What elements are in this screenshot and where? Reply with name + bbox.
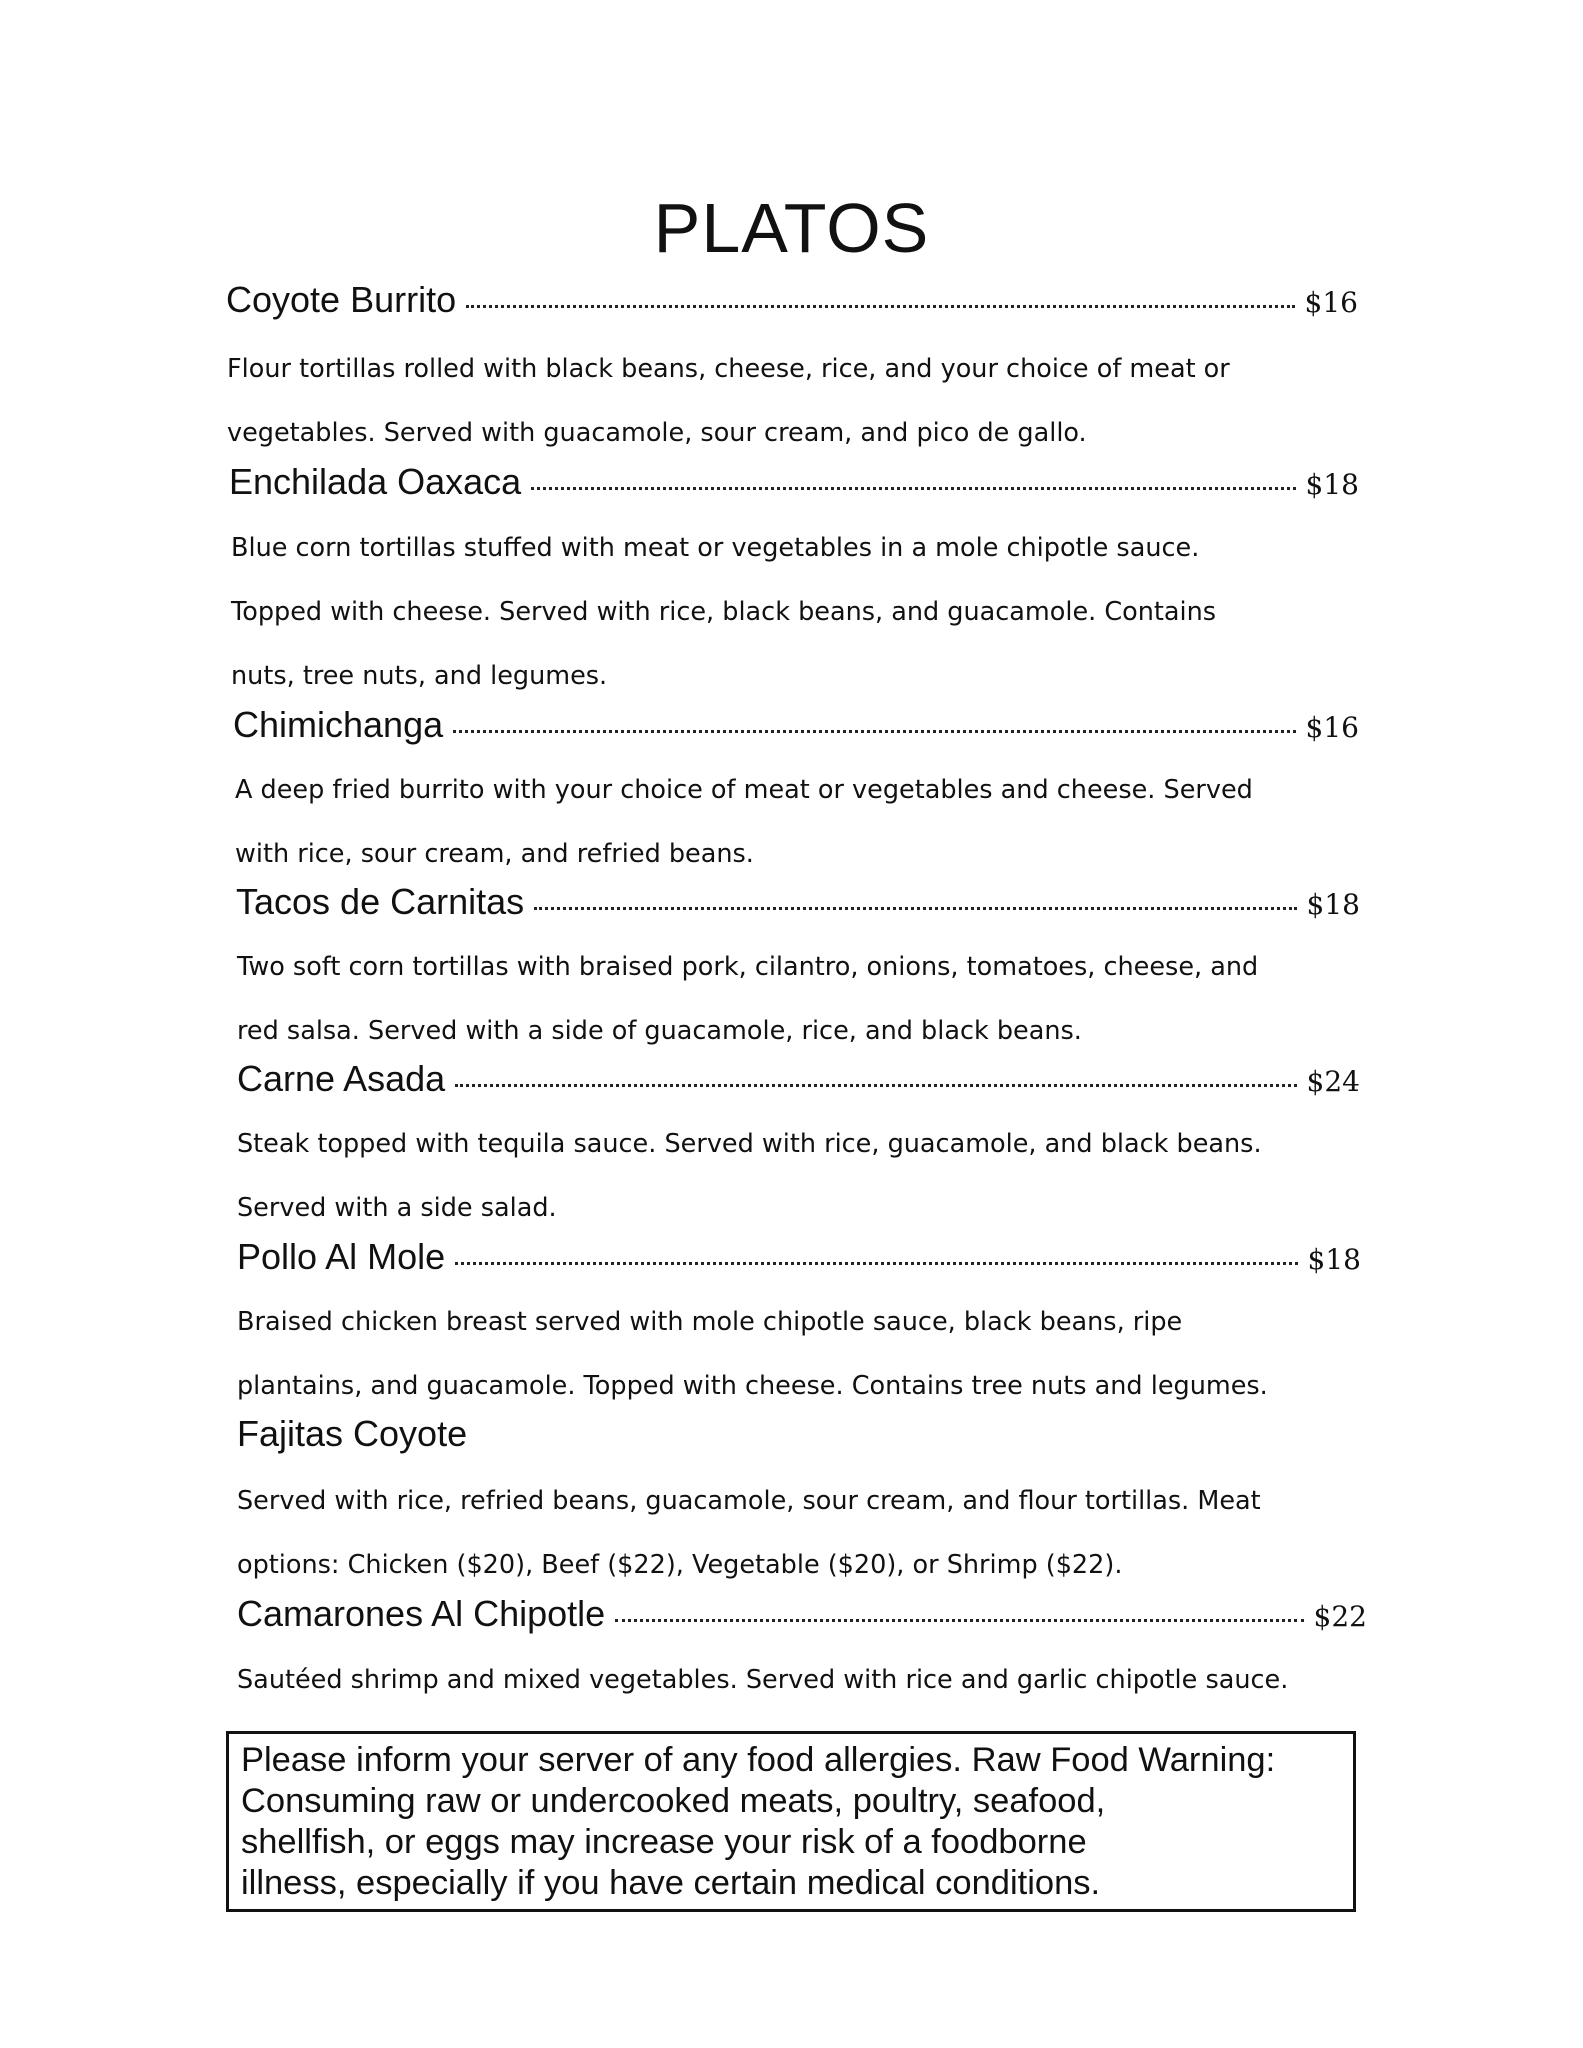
menu-item-header [237,1235,1361,1283]
menu-item-description-line: Braised chicken breast served with mole chipotle sauce, black beans, ripe [237,1307,1183,1337]
dot-leader [455,1262,1297,1265]
dot-leader [534,907,1296,910]
menu-item-description-line: with rice, sour cream, and refried beans. [235,839,754,869]
menu-item-header [229,460,1359,508]
menu-item-name: Pollo Al Mole [237,1236,446,1277]
menu-item-description-line: Blue corn tortillas stuffed with meat or vegetables in a mole chipotle sauce. [231,533,1200,563]
menu-item-description-line: Served with rice, refried beans, guacamole, sour cream, and flour tortillas. Meat [237,1486,1261,1516]
menu-item-price: $18 [1306,888,1360,921]
menu-item-name: Enchilada Oaxaca [229,461,522,502]
menu-item-description-line: nuts, tree nuts, and legumes. [231,661,608,691]
menu-item-description-line: vegetables. Served with guacamole, sour cream, and pico de gallo. [227,418,1087,448]
menu-item-price: $16 [1304,286,1358,319]
menu-item-name: Tacos de Carnitas [236,881,525,922]
menu-item-price: $18 [1307,1243,1361,1276]
menu-item-description-line: Sautéed shrimp and mixed vegetables. Served with rice and garlic chipotle sauce. [237,1665,1289,1695]
menu-item-price: $18 [1305,468,1359,501]
menu-item-header [236,880,1360,928]
menu-item-price: $24 [1306,1065,1360,1098]
menu-item-price: $16 [1305,711,1359,744]
menu-item-header [237,1057,1360,1105]
allergy-notice-box [226,1731,1356,1912]
menu-item-name: Camarones Al Chipotle [237,1593,606,1634]
menu-item-name: Fajitas Coyote [237,1413,468,1454]
dot-leader [455,1084,1296,1087]
dot-leader [531,487,1295,490]
menu-item-name: Carne Asada [237,1058,446,1099]
menu-item-name: Chimichanga [233,704,444,745]
menu-item-header [233,703,1359,751]
dot-leader [466,305,1294,308]
notice-line: Consuming raw or undercooked meats, poultry, seafood, [241,1782,1106,1820]
menu-item-description-line: red salsa. Served with a side of guacamole, rice, and black beans. [237,1016,1082,1046]
menu-item-header [237,1592,1367,1640]
menu-item-description-line: Flour tortillas rolled with black beans, cheese, rice, and your choice of meat or [227,354,1230,384]
notice-line: illness, especially if you have certain medical conditions. [241,1864,1101,1902]
menu-item-description-line: options: Chicken ($20), Beef ($22), Vegetable ($20), or Shrimp ($22). [237,1550,1123,1580]
menu-item-description-line: Topped with cheese. Served with rice, black beans, and guacamole. Contains [231,597,1217,627]
menu-item-name: Coyote Burrito [226,279,457,320]
menu-item-description-line: Two soft corn tortillas with braised pork, cilantro, onions, tomatoes, cheese, and [237,952,1259,982]
menu-item-description-line: plantains, and guacamole. Topped with cheese. Contains tree nuts and legumes. [237,1371,1268,1401]
notice-line: Please inform your server of any food allergies. Raw Food Warning: [241,1741,1276,1779]
menu-item-header [226,278,1358,326]
menu-item-description-line: Served with a side salad. [237,1193,557,1223]
page-title: PLATOS [653,189,930,267]
menu-item-description-line: Steak topped with tequila sauce. Served with rice, guacamole, and black beans. [237,1129,1262,1159]
dot-leader [615,1619,1303,1622]
dot-leader [453,730,1295,733]
menu-item-header [237,1412,1361,1460]
notice-line: shellfish, or eggs may increase your risk of a foodborne [241,1823,1087,1861]
menu-item-description-line: A deep fried burrito with your choice of meat or vegetables and cheese. Served [235,775,1253,805]
menu-item-price: $22 [1313,1600,1367,1633]
